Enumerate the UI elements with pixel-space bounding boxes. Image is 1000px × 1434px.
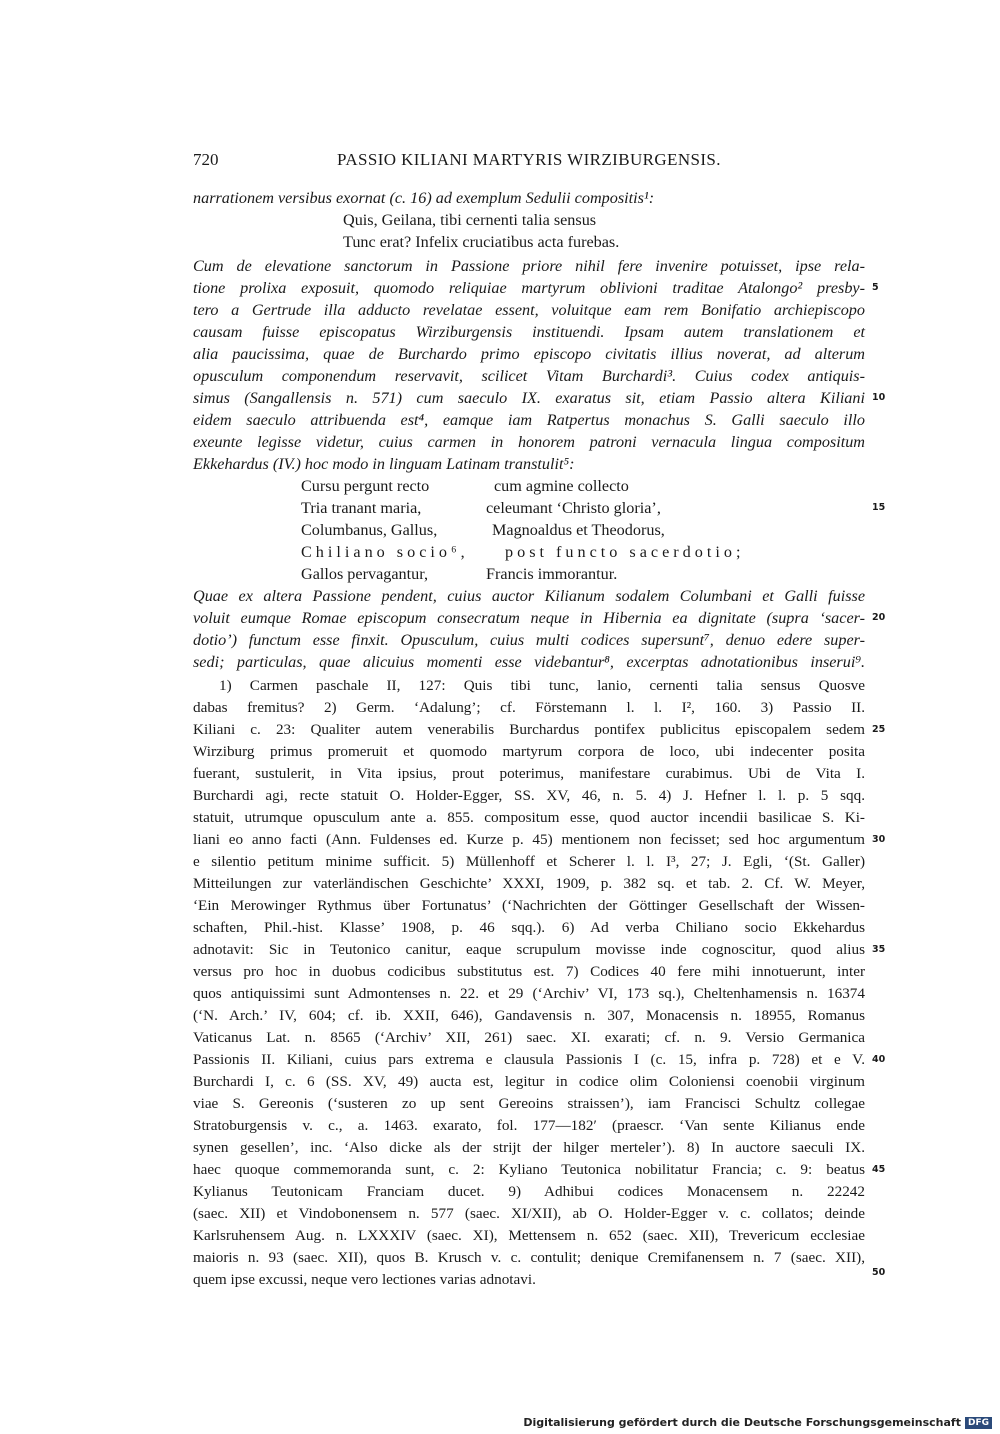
line-number: 50 <box>872 1267 886 1278</box>
footnote-line: haec quoque commemoranda sunt, c. 2: Kyliano Teutonica nobilitatur Francia; c. 9: beatus <box>193 1161 865 1178</box>
body-line: opusculum componendum reservavit, scilicet Vitam Burchardi³. Cuius codex antiquis- <box>193 367 865 385</box>
body-line: Ekkehardus (IV.) hoc modo in linguam Latinam transtulit⁵: <box>193 455 575 473</box>
footnote-line: Wirziburg primus promeruit et quomodo martyrum corpora de loco, ubi indecenter posita <box>193 743 865 760</box>
footnote-line: (‘N. Arch.’ IV, 604; cf. ib. XXII, 646), Gandavensis n. 307, Monacensis n. 18955, Romanus <box>193 1007 865 1024</box>
verse-right: Francis immorantur. <box>486 565 618 583</box>
footnote-line: adnotavit: Sic in Teutonico canitur, eaque scrupulum movisse inde cognoscitur, quod alius <box>193 941 865 958</box>
footnote-line: (saec. XII) et Vindobonensem n. 577 (saec. XI/XII), ab O. Holder-Egger v. c. collatos; deinde <box>193 1205 865 1222</box>
verse-line: Quis, Geilana, tibi cernenti talia sensus <box>343 211 597 229</box>
body-line: tione prolixa exposuit, quomodo reliquiae martyrum oblivioni traditae Atalongo² presby- <box>193 279 865 297</box>
footnote-line: maioris n. 93 (saec. XII), quos B. Krusch v. c. contulit; denique Cremifanensem n. 7 (saec. XII), <box>193 1249 865 1266</box>
footnote-line: Kylianus Teutonicam Franciam ducet. 9) Adhibui codices Monacensem n. 22242 <box>193 1183 865 1200</box>
footnote-line: Kiliani c. 23: Qualiter autem venerabilis Burchardus pontifex publicitus episcopalem sedem <box>193 721 865 738</box>
body-line: sedi; particulas, quae alicuius momenti esse videbantur⁸, excerptas adnotationibus inserui⁹. <box>193 653 865 671</box>
body-line: causam fuisse episcopatus Wirziburgensis instituendi. Ipsam autem translationem et <box>193 323 865 341</box>
body-line: dotio’) functum esse finxit. Opusculum, cuius multi codices supersunt⁷, denuo edere super- <box>193 631 865 649</box>
footnote-line: Karlsruhensem Aug. n. LXXXIV (saec. XI), Mettensem n. 652 (saec. XII), Trevericum ecclesiae <box>193 1227 865 1244</box>
line-number: 20 <box>872 612 886 623</box>
footnote-line: Vaticanus Lat. n. 8565 (‘Archiv’ XII, 261) saec. XI. exarati; cf. n. 9. Versio Germanica <box>193 1029 865 1046</box>
footnote-line: Passionis II. Kiliani, cuius pars extrema e clausula Passionis I (c. 15, infra p. 728) et e V. <box>193 1051 865 1068</box>
body-line: simus (Sangallensis n. 571) cum saeculo IX. exaratus sit, etiam Passio altera Kiliani <box>193 389 865 407</box>
body-line: Quae ex altera Passione pendent, cuius auctor Kilianum sodalem Columbani et Galli fuisse <box>193 587 865 605</box>
verse-left: Chiliano socio⁶, <box>301 543 469 561</box>
verse-right: cum agmine collecto <box>494 477 629 495</box>
line-number: 30 <box>872 834 886 845</box>
footnote-line: statuit, utrumque opusculum ante a. 855. compositum esse, quod auctor incendii basilicae S. Ki- <box>193 809 865 826</box>
footnote-line: dabas fremitus? 2) Germ. ‘Adalung’; cf. Förstemann l. l. I², 160. 3) Passio II. <box>193 699 865 716</box>
footnote-line: Burchardi agi, recte statuit O. Holder-Egger, SS. XV, 46, n. 5. 4) J. Hefner l. l. p. 5 sqq. <box>193 787 865 804</box>
footnote-line: quos antiquissimi sunt Admontenses n. 22. et 29 (‘Archiv’ VI, 173 sq.), Cheltenhamensis n. 16374 <box>193 985 865 1002</box>
digitization-credit <box>523 1416 992 1429</box>
verse-left: Cursu pergunt recto <box>301 477 430 495</box>
verse-right: post functo sacerdotio; <box>505 543 745 561</box>
body-line: exeunte legisse videtur, cuius carmen in honorem patroni vernacula lingua compositum <box>193 433 865 451</box>
dfg-logo: DFG <box>965 1417 992 1429</box>
footnote-line: Mitteilungen zur vaterländischen Geschichte’ XXXI, 1909, p. 382 sq. et tab. 2. Cf. W. Meyer, <box>193 875 865 892</box>
footnote-line: fuerant, sustulerit, in Vita ipsius, prout poterimus, manifestare curabimus. Ubi de Vita I. <box>193 765 865 782</box>
page-header <box>193 150 865 174</box>
footnote-line: synen gesellen’, inc. ‘Also dicke als der strijt der hilger merteler’). 8) In auctore saeculi IX. <box>193 1139 865 1156</box>
footnote-line: versus pro hoc in duobus codicibus substitutus est. 7) Codices 40 fere mihi innotuerunt, inter <box>193 963 865 980</box>
line-number: 5 <box>872 282 879 293</box>
verse-right: celeumant ‘Christo gloria’, <box>486 499 661 517</box>
footnote-line: Stratoburgensis v. c., a. 1463. exarato, fol. 177—182′ (praescr. ‘Van sente Kilianus ende <box>193 1117 865 1134</box>
body-line: tero a Gertrude illa adducto revelatae essent, voluitque eam rem Bonifatio archiepiscopo <box>193 301 865 319</box>
line-number: 10 <box>872 392 886 403</box>
verse-left: Columbanus, Gallus, <box>301 521 438 539</box>
line-number: 15 <box>872 502 886 513</box>
line-number: 25 <box>872 724 886 735</box>
verse-line: Tunc erat? Infelix cruciatibus acta furebas. <box>343 233 620 251</box>
line-number: 45 <box>872 1164 886 1175</box>
verse-right: Magnoaldus et Theodorus, <box>492 521 665 539</box>
body-line: Cum de elevatione sanctorum in Passione priore nihil fere invenire potuisset, ipse rela- <box>193 257 865 275</box>
footnote-line: liani eo anno facti (Ann. Fuldenses ed. Kurze p. 45) mentionem non fecisset; sed hoc argumentum <box>193 831 865 848</box>
page-number: 720 <box>193 150 219 169</box>
body-line: alia paucissima, quae de Burchardo primo episcopo civitatis illius noverat, ad alterum <box>193 345 865 363</box>
body-line: eidem saeculo attribuenda est⁴, eamque iam Ratpertus monachus S. Galli saeculo illo <box>193 411 865 429</box>
footnote-line: ‘Ein Merowinger Rythmus über Fortunatus’ (‘Nachrichten der Göttinger Gesellschaft der Wissen- <box>193 897 865 914</box>
footnote-line: schaften, Phil.-hist. Klasse’ 1908, p. 46 sqq.). 6) Ad verba Chiliano socio Ekkehardus <box>193 919 865 936</box>
line-number: 40 <box>872 1054 886 1065</box>
body-line: narrationem versibus exornat (c. 16) ad exemplum Sedulii compositis¹: <box>193 189 655 207</box>
footnote-line: Burchardi I, c. 6 (SS. XV, 49) aucta est, legitur in codice olim Coloniensi coenobii virginum <box>193 1073 865 1090</box>
verse-left: Tria tranant maria, <box>301 499 422 517</box>
body-line: voluit eumque Romae episcopum consecratum neque in Hibernia ea dignitate (supra ‘sacer- <box>193 609 865 627</box>
running-title: PASSIO KILIANI MARTYRIS WIRZIBURGENSIS. <box>337 150 721 169</box>
verse-left: Gallos pervagantur, <box>301 565 429 583</box>
line-number: 35 <box>872 944 886 955</box>
footnote-line: viae S. Gereonis (‘susteren zo up sent Gereoins straissen’), iam Francisci Schultz collegae <box>193 1095 865 1112</box>
footnote-line: e silentio petitum minime sufficit. 5) Müllenhoff et Scherer l. l. I³, 27; J. Egli, ‘(St. Galler) <box>193 853 865 870</box>
credit-text: Digitalisierung gefördert durch die Deutsche Forschungsgemeinschaft <box>523 1416 961 1429</box>
footnote-line: quem ipse excussi, neque vero lectiones varias adnotavi. <box>193 1271 536 1288</box>
footnote-line: 1) Carmen paschale II, 127: Quis tibi tunc, lanio, cernenti talia sensus Quosve <box>219 677 865 694</box>
